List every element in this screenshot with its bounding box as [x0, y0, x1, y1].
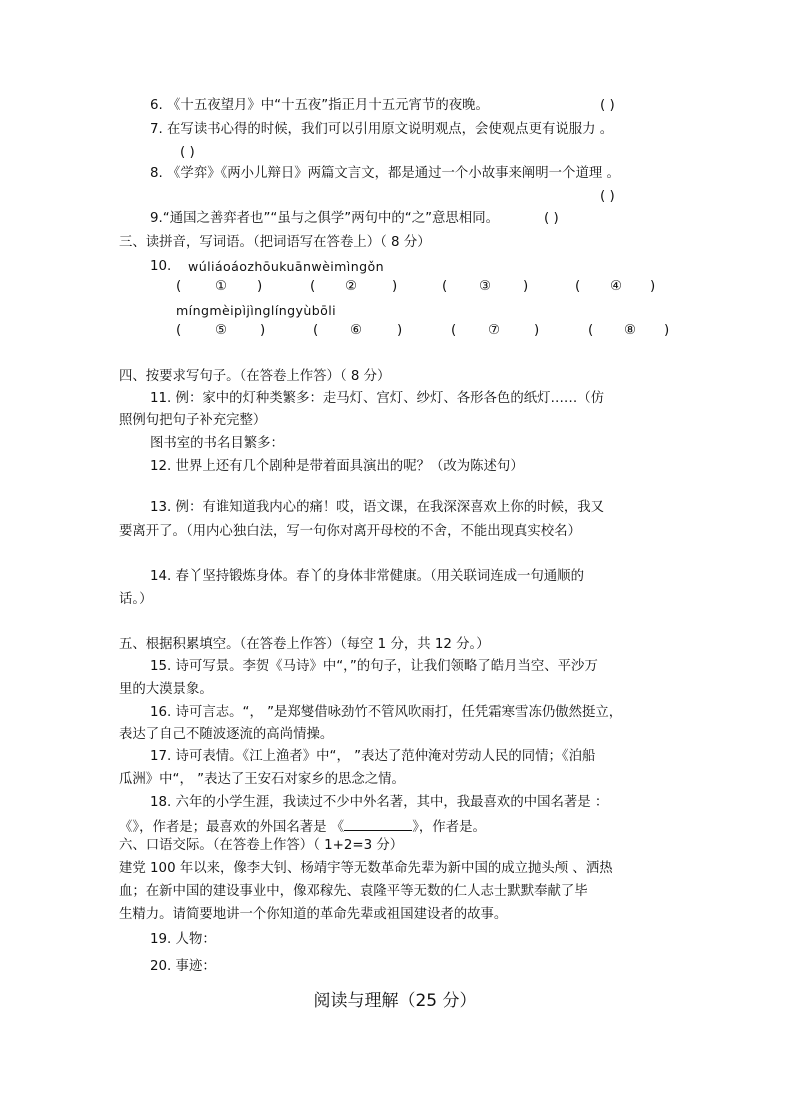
question-20: 20. 事迹：: [150, 959, 216, 974]
circle-number: ④: [610, 279, 623, 294]
question-16-line-2: 表达了自己不随波逐流的高尚情操。: [119, 727, 334, 742]
question-10-number: 10.: [150, 259, 172, 274]
question-6: 6. 《十五夜望月》中“十五夜”指正月十五元宵节的夜晚。: [150, 98, 489, 113]
question-19: 19. 人物：: [150, 932, 216, 947]
question-18-text-b: 》，作者是。: [412, 820, 486, 835]
bracket-open: (: [313, 323, 319, 338]
question-11-prompt: 图书室的书名目繁多：: [150, 436, 284, 451]
question-13-line-2: 要离开了。（用内心独白法，写一句你对离开母校的不舍，不能出现真实校名）: [119, 524, 581, 539]
section-6-paragraph-line-1: 建党 100 年以来，像李大钊、杨靖宇等无数革命先辈为新中国的成立抛头颅 、洒热: [119, 861, 613, 876]
circle-number: ③: [479, 279, 492, 294]
answer-bracket-6: ( ): [600, 98, 615, 113]
question-14-line-1: 14. 春丫坚持锻炼身体。春丫的身体非常健康。（用关联词连成一句通顺的: [150, 569, 584, 584]
bracket-open: (: [451, 323, 457, 338]
answer-bracket-8: ( ): [600, 189, 615, 204]
question-11-line-2: 照例句把句子补充完整）: [119, 413, 267, 428]
word-blanks-row-1: [0, 279, 790, 297]
word-blanks-row-2: [0, 323, 790, 341]
question-17-line-1: 17. 诗可表情。《江上渔者》中“， ”表达了范仲淹对劳动人民的同情；《泊船: [150, 749, 596, 764]
question-18-line-1: 18. 六年的小学生涯，我读过不少中外名著，其中，我最喜欢的中国名著是 ：: [150, 795, 609, 810]
bracket-close: ): [392, 279, 398, 294]
bracket-close: ): [260, 323, 266, 338]
circle-number: ⑦: [488, 323, 501, 338]
bracket-open: (: [310, 279, 316, 294]
pinyin-row-1: wúliáoáozhōukuānwèimìngǒn: [188, 259, 384, 274]
section-6-title: 六、口语交际。（在答卷上作答）（ 1+2=3 分）: [119, 838, 404, 853]
circle-number: ⑧: [624, 323, 637, 338]
question-15-line-1: 15. 诗可写景。李贺《马诗》中“，”的句子，让我们领略了皓月当空、平沙万: [150, 659, 598, 674]
foreign-book-blank: [344, 816, 412, 831]
section-6-paragraph-line-3: 生精力。请简要地讲一个你知道的革命先辈或祖国建设者的故事。: [119, 907, 508, 922]
question-15-line-2: 里的大漠景象。: [119, 682, 213, 697]
bracket-close: ): [664, 323, 670, 338]
section-5-title: 五、根据积累填空。（在答卷上作答）（每空 1 分，共 12 分。）: [119, 637, 490, 652]
question-14-line-2: 话。）: [119, 592, 153, 607]
circle-number: ⑥: [350, 323, 363, 338]
reading-section-title: 阅读与理解（25 分）: [313, 991, 477, 1011]
question-13-line-1: 13. 例：有谁知道我内心的痛！哎，语文课，在我深深喜欢上你的时候，我又: [150, 500, 605, 515]
bracket-close: ): [650, 279, 656, 294]
circle-number: ⑤: [215, 323, 228, 338]
question-16-line-1: 16. 诗可言志。“， ”是郑燮借咏劲竹不管风吹雨打，任凭霜寒雪冻仍傲然挺立，: [150, 705, 623, 720]
pinyin-row-2: míngmèipìjìnglíngyùbōli: [176, 303, 337, 318]
bracket-close: ): [397, 323, 403, 338]
bracket-open: (: [176, 323, 182, 338]
section-4-title: 四、按要求写句子。（在答卷上作答）（ 8 分）: [119, 369, 391, 384]
bracket-close: ): [257, 279, 263, 294]
question-17-line-2: 瓜洲》中“， ”表达了王安石对家乡的思念之情。: [119, 772, 405, 787]
circle-number: ①: [215, 279, 228, 294]
question-7: 7. 在写读书心得的时候，我们可以引用原文说明观点，会使观点更有说服力 。: [150, 122, 614, 137]
question-8: 8. 《学弈》《两小儿辩日》两篇文言文，都是通过一个小故事来阐明一个道理 。: [150, 166, 620, 181]
bracket-open: (: [176, 279, 182, 294]
bracket-open: (: [588, 323, 594, 338]
section-6-paragraph-line-2: 血；在新中国的建设事业中，像邓稼先、袁隆平等无数的仁人志士默默奉献了毕: [119, 884, 588, 899]
question-9: 9.“通国之善弈者也”“虽与之俱学”两句中的“之”意思相同。: [150, 211, 499, 226]
question-18-text-a: 《》，作者是；最喜欢的外国名著是 《: [119, 820, 345, 835]
bracket-open: (: [575, 279, 581, 294]
bracket-open: (: [442, 279, 448, 294]
question-12: 12. 世界上还有几个剧种是带着面具演出的呢？（改为陈述句）: [150, 459, 524, 474]
bracket-close: ): [523, 279, 529, 294]
question-11-line-1: 11. 例：家中的灯种类繁多：走马灯、宫灯、纱灯、各形各色的纸灯……（仿: [150, 391, 605, 406]
answer-bracket-9: ( ): [544, 211, 559, 226]
answer-bracket-7: ( ): [180, 145, 195, 160]
bracket-close: ): [534, 323, 540, 338]
section-3-title: 三、读拼音，写词语。（把词语写在答卷上）（ 8 分）: [119, 235, 431, 250]
circle-number: ②: [345, 279, 358, 294]
question-18-line-2: [119, 816, 486, 837]
